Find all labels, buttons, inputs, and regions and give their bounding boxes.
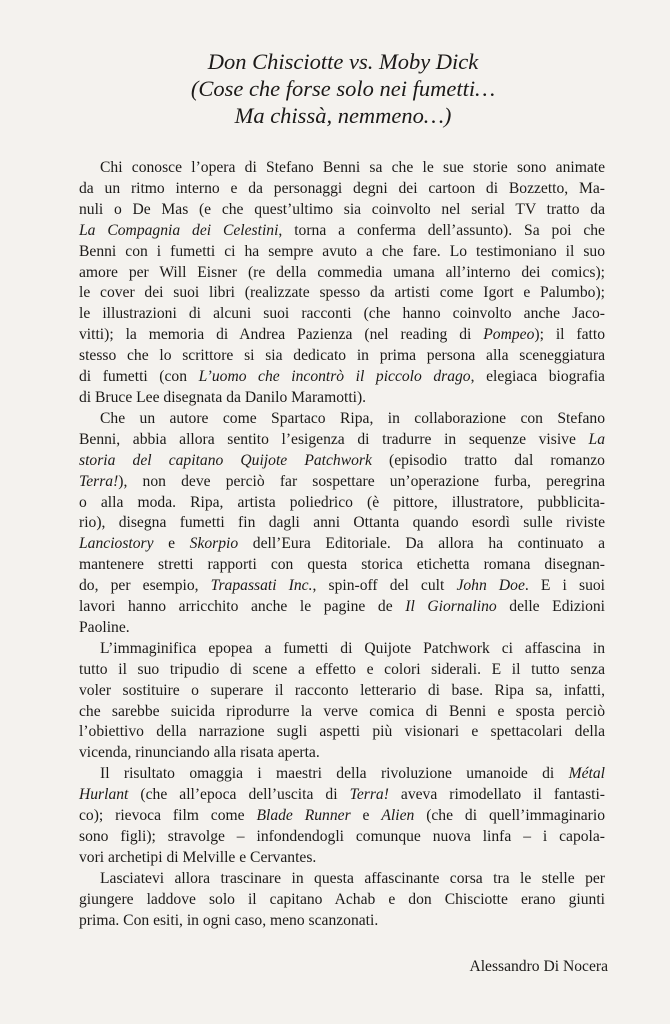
- text-line: [79, 221, 605, 242]
- text-run: dell’Eura Editoriale. Da allora ha continuato a: [238, 535, 606, 553]
- text-line: [79, 702, 605, 723]
- text-run: vori archetipi di Melville e Cervantes.: [79, 848, 317, 866]
- text-line: [79, 911, 605, 932]
- text-line: [79, 827, 605, 848]
- text-line: [79, 472, 605, 493]
- text-run: da un ritmo interno e da personaggi degni dei cartoon di Bozzetto, Ma-: [79, 179, 605, 197]
- title-line-1: Don Chisciotte vs. Moby Dick: [207, 49, 479, 74]
- text-run: rio), disegna fumetti fin dagli anni Ottanta quando esordì sulle riviste: [79, 514, 605, 532]
- text-run: . E i suoi: [524, 577, 606, 595]
- italic-title: La Compagnia dei Celestini: [79, 221, 279, 239]
- title-line-2: (Cose che forse solo nei fumetti…: [190, 76, 496, 101]
- text-run: , elegiaca biografia: [470, 368, 605, 386]
- text-run: , spin-off del cult: [312, 577, 457, 595]
- text-run: e: [350, 807, 382, 825]
- italic-title: Pompeo: [483, 326, 535, 344]
- text-run: mantenere stretti rapporti con questa storica etichetta romana disegnan-: [79, 556, 605, 574]
- italic-title: Lanciostory: [79, 535, 154, 553]
- text-run: Lasciatevi allora trascinare in questa affascinante corsa tra le stelle per: [100, 869, 605, 887]
- text-line: [79, 848, 605, 869]
- text-line: [79, 555, 605, 576]
- italic-title: Hurlant: [79, 786, 129, 804]
- text-run: le cover dei suoi libri (realizzate spesso da artisti come Igort e Palumbo);: [79, 284, 605, 302]
- paragraph: [79, 764, 605, 869]
- text-line: [79, 869, 605, 890]
- text-line: [79, 806, 605, 827]
- italic-title: storia del capitano Quijote Patchwork: [79, 451, 372, 469]
- text-run: stesso che lo scrittore si sia dedicato in prima persona alla sceneggiatura: [79, 347, 605, 365]
- text-run: che sarebbe suicida riprodurre la verve comica di Benni e sposta perciò: [79, 702, 605, 720]
- text-run: amore per Will Eisner (re della commedia umana all’interno dei comics);: [79, 263, 605, 281]
- text-run: Che un autore come Spartaco Ripa, in collaborazione con Stefano: [100, 409, 605, 427]
- italic-title: Il Giornalino: [405, 598, 497, 616]
- text-run: L’immaginifica epopea a fumetti di Quijote Patchwork ci affascina in: [100, 639, 605, 657]
- text-run: voler sostituire o superare il racconto letterario di base. Ripa sa, infatti,: [79, 681, 605, 699]
- text-run: (episodio tratto dal romanzo: [371, 451, 605, 469]
- italic-title: La: [588, 430, 605, 448]
- text-line: [79, 681, 605, 702]
- text-run: l’obiettivo della narrazione sugli aspetti più visionari e spettacolari della: [79, 723, 605, 741]
- article-title: [0, 48, 670, 129]
- text-line: [79, 325, 605, 346]
- text-run: tutto il suo tripudio di scene a effetto e colori siderali. E il tutto senza: [79, 660, 605, 678]
- article-body: [79, 158, 605, 932]
- text-line: [79, 158, 605, 179]
- text-line: [79, 660, 605, 681]
- italic-title: L’uomo che incontrò il piccolo drago: [198, 368, 471, 386]
- text-line: [79, 179, 605, 200]
- text-line: [79, 283, 605, 304]
- text-run: ); il fatto: [534, 326, 605, 344]
- paragraph: [79, 409, 605, 639]
- text-line: [79, 743, 605, 764]
- text-line: [79, 451, 605, 472]
- text-line: [79, 513, 605, 534]
- text-line: [79, 242, 605, 263]
- text-run: delle Edizioni: [496, 598, 606, 616]
- text-run: (che di quell’immaginario: [414, 807, 605, 825]
- text-line: [79, 576, 605, 597]
- text-run: , torna a conferma dell’assunto). Sa poi che: [278, 221, 605, 239]
- text-line: [79, 430, 605, 451]
- text-line: [79, 722, 605, 743]
- paragraph: [79, 639, 605, 764]
- text-run: do, per esempio,: [79, 577, 211, 595]
- text-run: Paoline.: [79, 618, 130, 636]
- title-line-3: Ma chissà, nemmeno…): [234, 103, 452, 128]
- text-run: aveva rimodellato il fantasti-: [388, 786, 606, 804]
- text-line: [79, 618, 605, 639]
- text-line: [79, 409, 605, 430]
- text-line: [79, 304, 605, 325]
- text-run: sono figli); stravolge – infondendogli comunque nuova linfa – i capola-: [79, 828, 605, 845]
- text-line: [79, 388, 605, 409]
- text-run: di fumetti (con: [79, 368, 199, 386]
- text-run: giungere laddove solo il capitano Achab e don Chisciotte erano giunti: [79, 890, 605, 908]
- text-line: [79, 263, 605, 284]
- text-run: le illustrazioni di alcuni suoi racconti (che hanno coinvolto anche Jaco-: [79, 305, 605, 323]
- text-run: Il risultato omaggia i maestri della rivoluzione umanoide di: [100, 765, 569, 783]
- italic-title: Trapassati Inc.: [210, 577, 313, 595]
- text-run: di Bruce Lee disegnata da Danilo Maramotti).: [79, 388, 367, 406]
- italic-title: Terra!: [79, 472, 119, 490]
- text-run: nuli o De Mas (e che quest’ultimo sia coinvolto nel serial TV tratto da: [79, 200, 605, 218]
- text-line: [79, 639, 605, 660]
- text-run: vitti); la memoria di Andrea Pazienza (nel reading di: [79, 326, 484, 344]
- text-run: (che all’epoca dell’uscita di: [128, 786, 350, 804]
- text-run: lavori hanno arricchito anche le pagine de: [79, 598, 406, 616]
- paragraph: [79, 869, 605, 932]
- italic-title: Blade Runner: [256, 807, 351, 825]
- text-line: [79, 534, 605, 555]
- text-line: [79, 493, 605, 514]
- italic-title: Terra!: [349, 786, 389, 804]
- text-run: Benni con i fumetti ci ha sempre avuto a che fare. Lo testimoniano il suo: [79, 242, 605, 260]
- italic-title: Métal: [568, 765, 605, 783]
- text-run: prima. Con esiti, in ogni caso, meno scanzonati.: [79, 911, 379, 929]
- text-run: vicenda, rinunciando alla risata aperta.: [79, 744, 320, 762]
- text-run: ), non deve perciò far sospettare un’operazione furba, peregrina: [118, 472, 605, 490]
- text-line: [79, 890, 605, 911]
- text-line: [79, 597, 605, 618]
- text-run: Chi conosce l’opera di Stefano Benni sa che le sue storie sono animate: [100, 159, 605, 176]
- italic-title: Skorpio: [189, 535, 239, 553]
- text-run: co); rievoca film come: [79, 807, 257, 825]
- text-run: o alla moda. Ripa, artista poliedrico (è pittore, illustratore, pubblicita-: [79, 493, 605, 511]
- text-run: Benni, abbia allora sentito l’esigenza di tradurre in sequenze visive: [79, 430, 589, 448]
- paragraph: [79, 158, 605, 409]
- text-line: [79, 200, 605, 221]
- italic-title: John Doe: [456, 577, 525, 595]
- text-line: [79, 367, 605, 388]
- italic-title: Alien: [381, 807, 415, 825]
- text-run: e: [153, 535, 190, 553]
- text-line: [79, 346, 605, 367]
- text-line: [79, 785, 605, 806]
- author-signature: Alessandro Di Nocera: [469, 958, 608, 975]
- text-line: [79, 764, 605, 785]
